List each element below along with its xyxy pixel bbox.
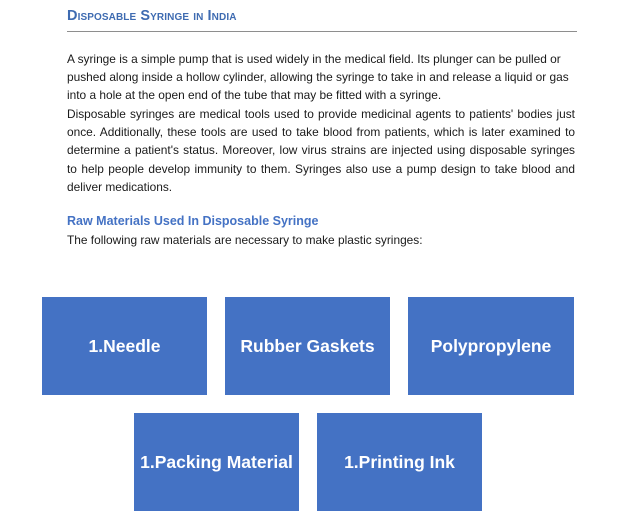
page-title: Disposable Syringe in India — [67, 6, 577, 32]
material-box-needle: 1.Needle — [42, 297, 207, 395]
section-intro: The following raw materials are necessary to make plastic syringes: — [67, 233, 423, 247]
paragraph-syringe-definition: A syringe is a simple pump that is used widely in the medical field. Its plunger can be pulled or pushed along inside a hollow cylinder, allowing the syringe to take in and release a liquid or gas into a hole at the open end of the tube that may be fitted with a syringe. — [67, 52, 569, 103]
material-box-printing-ink: 1.Printing Ink — [317, 413, 482, 511]
material-box-packing-material: 1.Packing Material — [134, 413, 299, 511]
material-box-rubber-gaskets: Rubber Gaskets — [225, 297, 390, 395]
material-box-polypropylene: Polypropylene — [408, 297, 574, 395]
section-heading: Raw Materials Used In Disposable Syringe — [67, 214, 319, 228]
paragraph-disposable-syringes: Disposable syringes are medical tools used to provide medicinal agents to patients' bodies just once. Additionally, these tools are used to take blood from patients, which is later examined to determine a patient's status. Moreover, low virus strains are injected using disposable syringes to help people develop immunity to them. Syringes also use a pump design to take blood and deliver medications. — [67, 107, 575, 194]
